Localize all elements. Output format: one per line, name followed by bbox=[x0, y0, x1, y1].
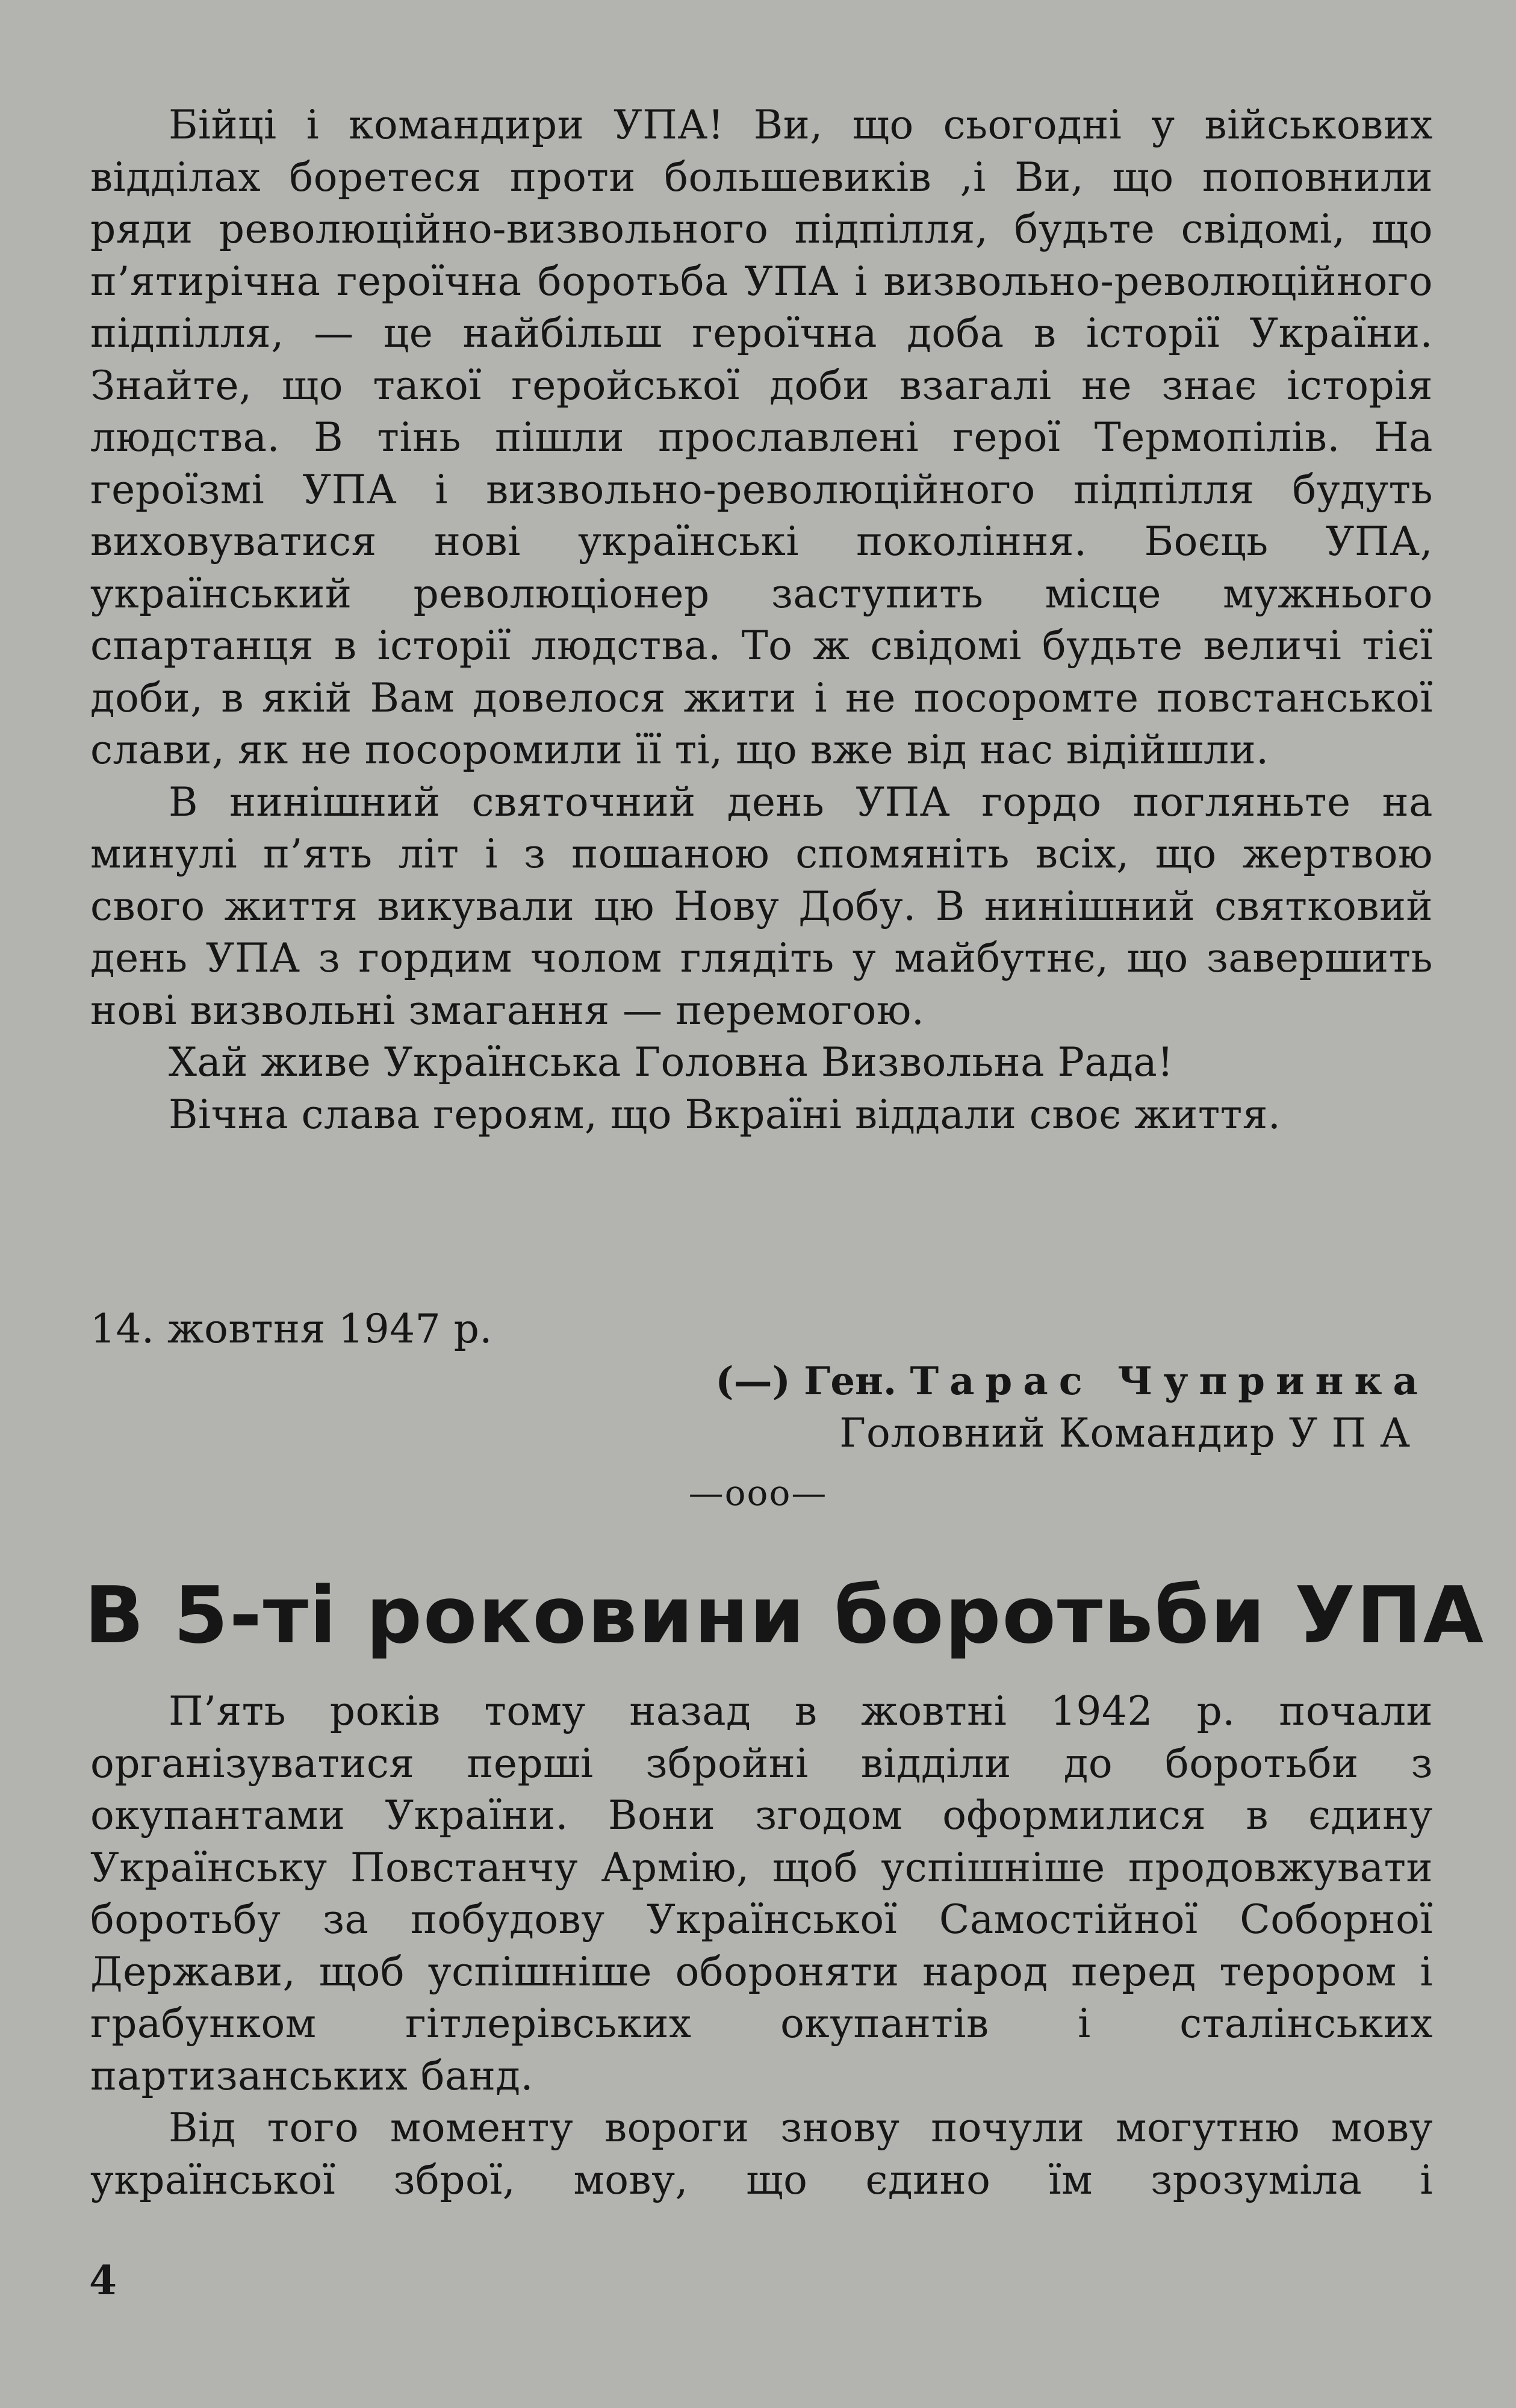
exclamation-1: Хай живе Українська Головна Визвольна Рада! bbox=[169, 1039, 1174, 1085]
signature-line bbox=[715, 1356, 1429, 1408]
section-divider: —ооо— bbox=[688, 1472, 828, 1513]
page-number: 4 bbox=[89, 2257, 117, 2304]
article2-paragraph-1: П’ять років тому назад в жовтні 1942 р. почали організуватися перші збройні відділи до боротьби з окупантами України. Вони згодом оформилися в єдину Українську Повстанчу Армію, щоб успішніше продовжувати боротьбу за побудову Української Самостійної Соборної Держави, щоб успішніше обороняти народ перед терором і грабунком гітлерівських окупантів і сталінських партизанських банд. bbox=[90, 1688, 1433, 2099]
signature-prefix: (—) Ген. bbox=[715, 1359, 897, 1404]
article1-paragraph-2: В нинішний святочний день УПА гордо погляньте на минулі п’ять літ і з пошаною спомяніть всіх, що жертвою свого життя викували цю Нову Добу. В нинішний святковий день УПА з гордим чолом глядіть у майбутнє, що завершить нові визвольні змагання — перемогою. bbox=[90, 778, 1433, 1034]
article1-paragraph-1: Бійці і командири УПА! Ви, що сьогодні у військових відділах боретеся проти большевиків ,і Ви, що поповнили ряди революційно-визвольного підпілля, будьте свідомі, що п’ятирічна героїчна боротьба УПА і визвольно-революційного підпілля, — це найбільш героїчна доба в історії України. Знайте, що такої геройської доби взагалі не знає історія людства. В тінь пішли прославлені герої Термопілів. На героїзмі УПА і визвольно-революційного підпілля будуть виховуватися нові українські покоління. Боєць УПА, український революціонер заступить місце мужнього спартанця в історії людства. То ж свідомі будьте величі тієї доби, в якій Вам довелося жити і не посоромте повстанської слави, як не посоромили її ті, що вже від нас відійшли. bbox=[90, 102, 1433, 773]
signature-name: Тарас Чупринка bbox=[910, 1359, 1429, 1404]
article2-paragraph-2: Від того моменту вороги знову почули могутню мову української зброї, мову, що єдино їм зрозуміла і bbox=[90, 2105, 1433, 2203]
letter-date: 14. жовтня 1947 р. bbox=[90, 1306, 492, 1352]
article2-heading: В 5-ті роковини боротьби УПА bbox=[84, 1569, 1485, 1661]
article1-body bbox=[90, 99, 1433, 1141]
article2-body bbox=[90, 1686, 1433, 2206]
signature-title: Головний Командир У П А bbox=[839, 1410, 1411, 1456]
exclamation-2: Вічна слава героям, що Вкраїні віддали своє життя. bbox=[169, 1091, 1281, 1138]
